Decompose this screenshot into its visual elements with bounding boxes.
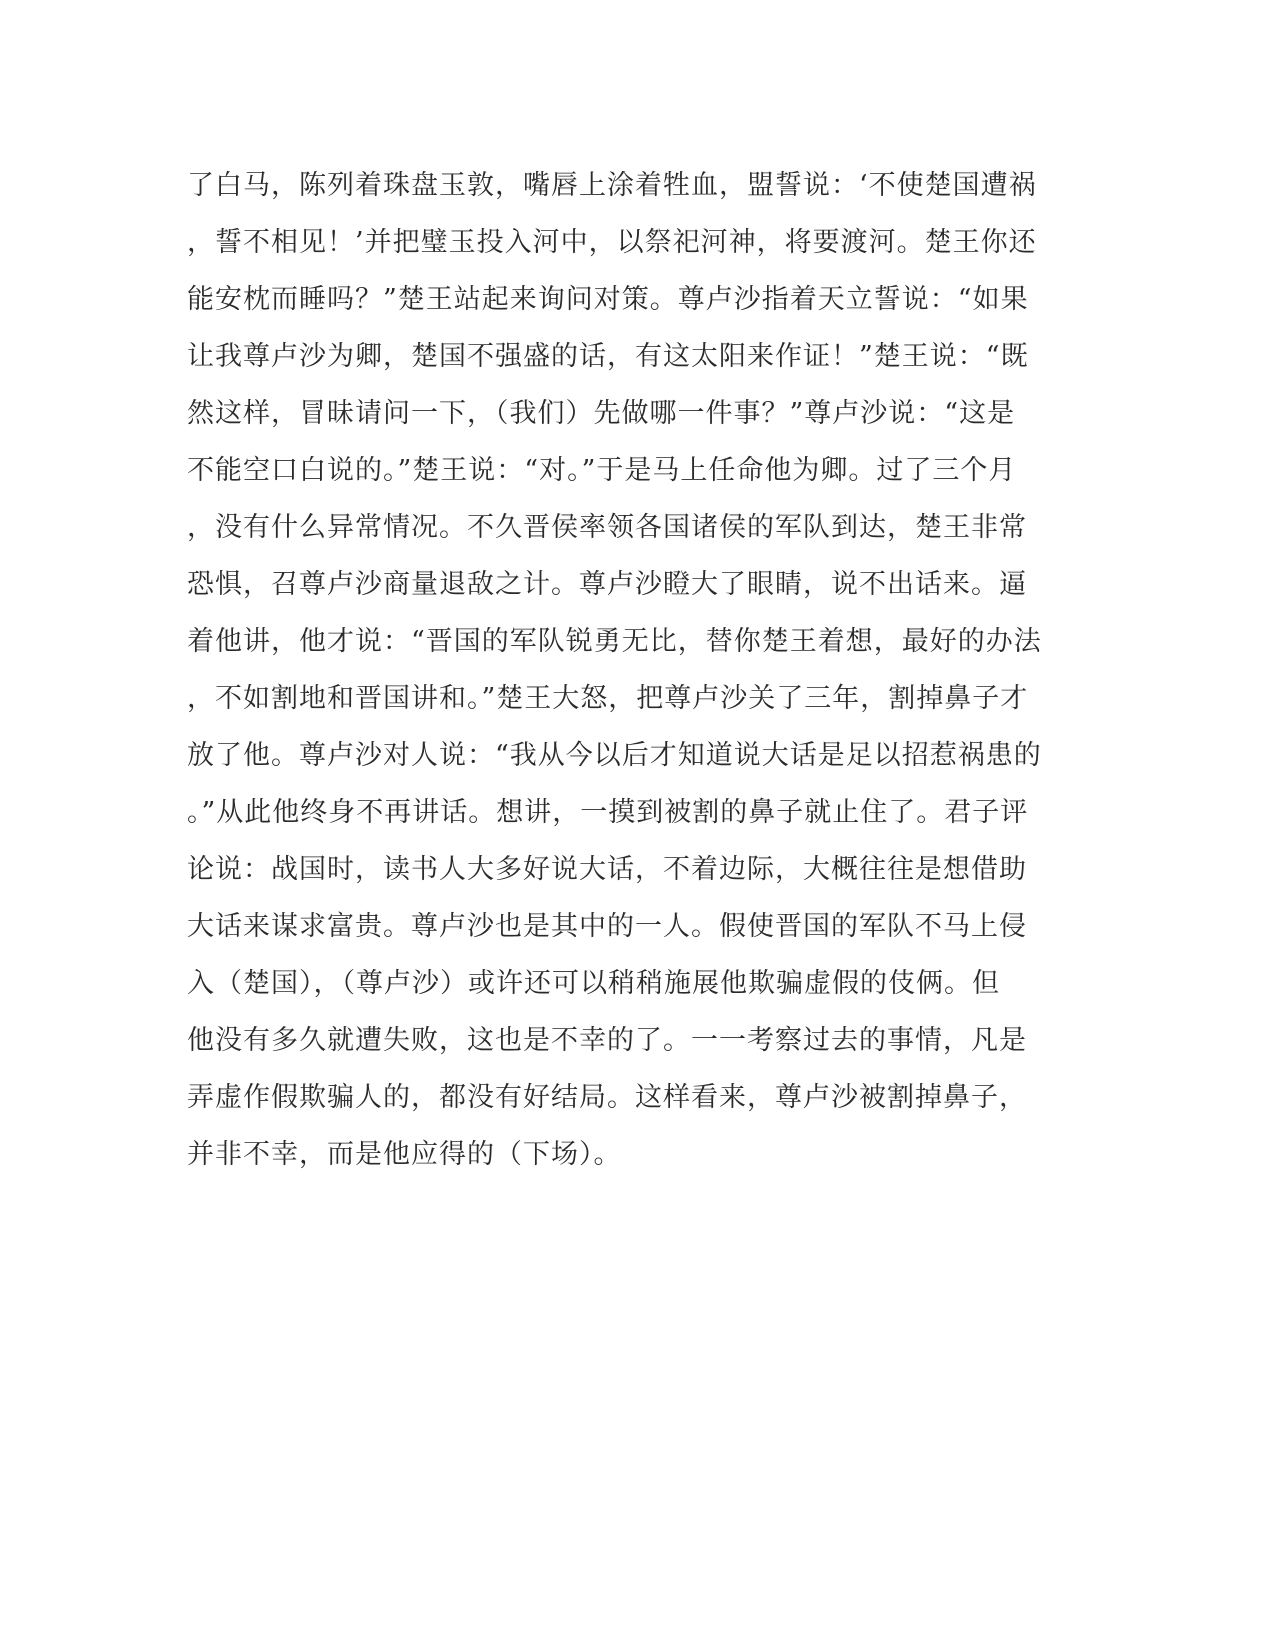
text-line-11: 放了他。尊卢沙对人说：“我从今以后才知道说大话是足以招惹祸患的 — [187, 740, 1042, 771]
text-line-16: 他没有多久就遭失败，这也是不幸的了。一一考察过去的事情，凡是 — [187, 1025, 1027, 1056]
text-line-10: ，不如割地和晋国讲和。”楚王大怒，把尊卢沙关了三年，割掉鼻子才 — [187, 683, 1029, 714]
text-line-2: ，誓不相见！’并把璧玉投入河中，以祭祀河神，将要渡河。楚王你还 — [187, 227, 1037, 258]
text-line-7: ，没有什么异常情况。不久晋侯率领各国诸侯的军队到达，楚王非常 — [187, 512, 1027, 543]
text-line-6: 不能空口白说的。”楚王说：“对。”于是马上任命他为卿。过了三个月 — [187, 455, 1017, 486]
body-text — [187, 165, 1087, 1191]
text-line-18: 并非不幸，而是他应得的（下场）。 — [187, 1139, 622, 1170]
text-line-4: 让我尊卢沙为卿，楚国不强盛的话，有这太阳来作证！”楚王说：“既 — [187, 341, 1029, 372]
text-line-9: 着他讲，他才说：“晋国的军队锐勇无比，替你楚王着想，最好的办法 — [187, 626, 1042, 657]
text-line-3: 能安枕而睡吗？”楚王站起来询问对策。尊卢沙指着天立誓说：“如果 — [187, 284, 1029, 315]
text-line-13: 论说：战国时，读书人大多好说大话，不着边际，大概往往是想借助 — [187, 854, 1027, 885]
text-line-1: 了白马，陈列着珠盘玉敦，嘴唇上涂着牲血，盟誓说：‘不使楚国遭祸 — [187, 170, 1037, 201]
text-line-5: 然这样，冒昧请问一下，（我们）先做哪一件事？”尊卢沙说：“这是 — [187, 398, 1016, 429]
text-line-14: 大话来谋求富贵。尊卢沙也是其中的一人。假使晋国的军队不马上侵 — [187, 911, 1027, 942]
text-line-8: 恐惧，召尊卢沙商量退敌之计。尊卢沙瞪大了眼睛，说不出话来。逼 — [187, 569, 1027, 600]
text-line-12: 。”从此他终身不再讲话。想讲，一摸到被割的鼻子就止住了。君子评 — [187, 797, 1029, 828]
text-line-17: 弄虚作假欺骗人的，都没有好结局。这样看来，尊卢沙被割掉鼻子， — [187, 1082, 1027, 1113]
text-line-15: 入（楚国），（尊卢沙）或许还可以稍稍施展他欺骗虚假的伎俩。但 — [187, 968, 1000, 999]
